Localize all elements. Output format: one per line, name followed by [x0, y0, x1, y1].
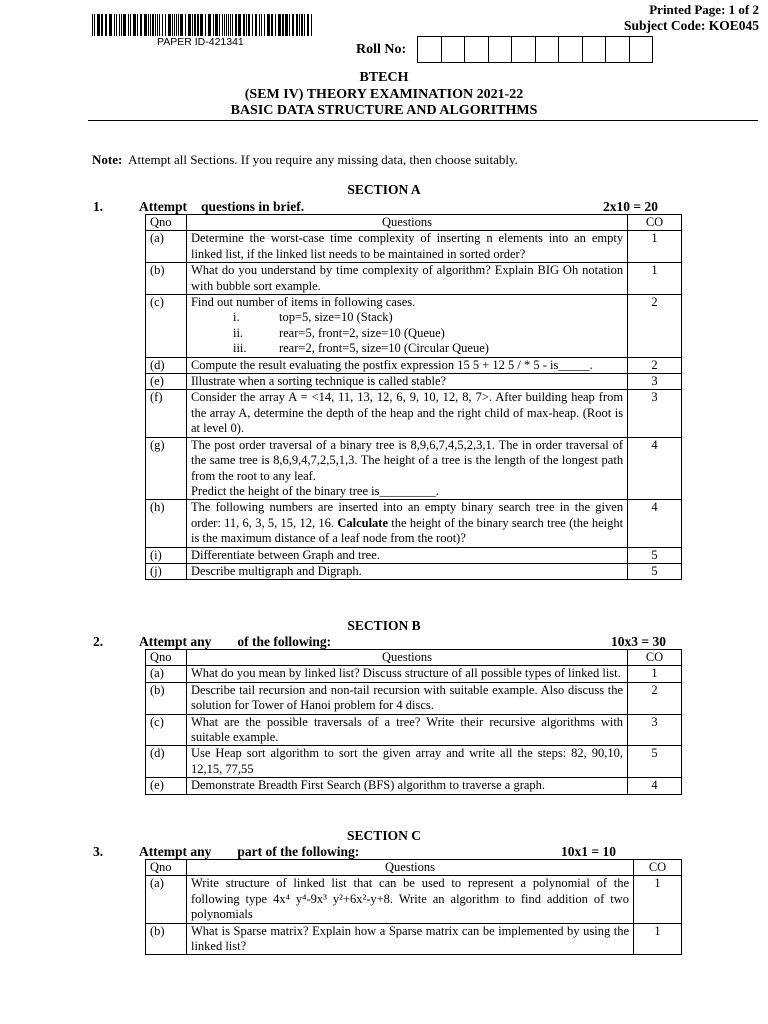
degree-title: BTECH — [359, 70, 409, 85]
column-co: CO — [628, 650, 682, 666]
roll-number-boxes[interactable] — [417, 36, 653, 63]
table-row: (c) Find out number of items in following cases. i. top=5, size=10 (Stack) ii. rear=5, front=2, size=10 (Queue) iii. rear=2, front=5, size=10 (Circular Queue) 2 — [146, 295, 682, 358]
exam-title: (SEM IV) THEORY EXAMINATION 2021-22 — [244, 87, 524, 102]
roll-number-box[interactable] — [418, 37, 442, 62]
question-text: Illustrate when a sorting technique is called stable? — [186, 374, 627, 390]
sub-item: i. top=5, size=10 (Stack) — [232, 310, 393, 325]
question-text: The following numbers are inserted into an empty binary search tree in the given order: 11, 6, 3, 5, 15, 12, 16. Calculate the height of the binary search tree (the height is the maximum distance of a leaf node from the root)? — [186, 500, 627, 547]
section-a-marks: 2x10 = 20 — [603, 199, 658, 214]
column-qno: Qno — [146, 860, 187, 876]
table-row: (i) Differentiate between Graph and tree. 5 — [146, 547, 682, 563]
question-text: What do you understand by time complexity of algorithm? Explain BIG Oh notation with bubble sort example. — [186, 263, 627, 295]
section-a-instruction: Attempt questions in brief. — [139, 199, 305, 214]
question-text: Find out number of items in following cases. i. top=5, size=10 (Stack) ii. rear=5, front=2, size=10 (Queue) iii. rear=2, front=5, size=10 (Circular Queue) — [186, 295, 627, 358]
section-a-title: SECTION A — [347, 182, 421, 197]
column-questions: Questions — [186, 215, 627, 231]
table-row: (a) Write structure of linked list that can be used to represent a polynomial of the following type 4x⁴ y⁴-9x³ y²+6x²-y+8. Write an algorithm to find addition of two polynomials 1 — [146, 876, 682, 923]
column-co: CO — [628, 215, 682, 231]
question-text: What are the possible traversals of a tree? Write their recursive algorithms with suitable example. — [186, 714, 627, 746]
table-row: (a) Determine the worst-case time complexity of inserting n elements into an empty linked list, if the linked list needs to be maintained in sorted order? 1 — [146, 231, 682, 263]
question-text: Demonstrate Breadth First Search (BFS) algorithm to traverse a graph. — [186, 778, 627, 794]
section-c-table — [145, 859, 682, 955]
roll-number-box[interactable] — [536, 37, 560, 62]
question-text: Determine the worst-case time complexity of inserting n elements into an empty linked list, if the linked list needs to be maintained in sorted order? — [186, 231, 627, 263]
column-qno: Qno — [146, 215, 187, 231]
note-text: Attempt all Sections. If you require any missing data, then choose suitably. — [128, 152, 518, 167]
table-row: (e) Illustrate when a sorting technique is called stable? 3 — [146, 374, 682, 390]
question-text: Use Heap sort algorithm to sort the given array and write all the steps: 82, 90,10, 12,15, 77,55 — [186, 746, 627, 778]
section-b-table — [145, 649, 682, 795]
roll-number-box[interactable] — [442, 37, 466, 62]
table-row: (h) The following numbers are inserted into an empty binary search tree in the given order: 11, 6, 3, 5, 15, 12, 16. Calculate the height of the binary search tree (the height is the maximum distance of a leaf node from the root)? 4 — [146, 500, 682, 547]
sub-item: ii. rear=5, front=2, size=10 (Queue) — [232, 325, 445, 340]
table-row: (g) The post order traversal of a binary tree is 8,9,6,7,4,5,2,3,1. The in order traversal of the same tree is 8,6,9,4,7,2,5,1,3. The height of a tree is the length of the longest path from the root to any leaf. Predict the height of the binary tree is_________. 4 — [146, 437, 682, 500]
table-header-row — [146, 860, 682, 876]
question-text: Describe tail recursion and non-tail recursion with suitable example. Also discuss the solution for Tower of Hanoi problem for 4 discs. — [186, 682, 627, 714]
roll-number-box[interactable] — [583, 37, 607, 62]
question-text: Write structure of linked list that can be used to represent a polynomial of the following type 4x⁴ y⁴-9x³ y²+6x²-y+8. Write an algorithm to find addition of two polynomials — [186, 876, 633, 923]
section-a-number: 1. — [93, 199, 104, 214]
question-text: What do you mean by linked list? Discuss structure of all possible types of linked list. — [186, 666, 627, 682]
table-row: (j) Describe multigraph and Digraph. 5 — [146, 563, 682, 579]
roll-number-box[interactable] — [512, 37, 536, 62]
roll-number-box[interactable] — [606, 37, 630, 62]
section-b-marks: 10x3 = 30 — [611, 634, 666, 649]
column-co: CO — [634, 860, 682, 876]
roll-number-box[interactable] — [465, 37, 489, 62]
table-row: (d) Use Heap sort algorithm to sort the given array and write all the steps: 82, 90,10, 12,15, 77,55 5 — [146, 746, 682, 778]
table-row: (f) Consider the array A = <14, 11, 13, 12, 6, 9, 10, 12, 8, 7>. After building heap from the array A, determine the depth of the heap and the right child of max-heap. (Root is at level 0). 3 — [146, 390, 682, 437]
sub-item: iii. rear=2, front=5, size=10 (Circular Queue) — [232, 341, 489, 356]
table-row: (c) What are the possible traversals of a tree? Write their recursive algorithms with suitable example. 3 — [146, 714, 682, 746]
section-c-title: SECTION C — [347, 828, 421, 843]
question-text: Describe multigraph and Digraph. — [186, 563, 627, 579]
question-text: What is Sparse matrix? Explain how a Sparse matrix can be implemented by using the linked list? — [186, 923, 633, 955]
question-text: Consider the array A = <14, 11, 13, 12, 6, 9, 10, 12, 8, 7>. After building heap from the array A, determine the depth of the heap and the right child of max-heap. (Root is at level 0). — [186, 390, 627, 437]
table-row: (b) What is Sparse matrix? Explain how a Sparse matrix can be implemented by using the linked list? 1 — [146, 923, 682, 955]
roll-number-box[interactable] — [559, 37, 583, 62]
question-text: Compute the result evaluating the postfix expression 15 5 + 12 5 / * 5 - is_____. — [186, 357, 627, 373]
paper-id: PAPER ID-421341 — [157, 36, 244, 48]
roll-number-label: Roll No: — [356, 42, 407, 57]
question-text: The post order traversal of a binary tree is 8,9,6,7,4,5,2,3,1. The in order traversal of the same tree is 8,6,9,4,7,2,5,1,3. The height of a tree is the length of the longest path from the root to any leaf. Predict the height of the binary tree is_________. — [186, 437, 627, 500]
note-label: Note: — [92, 152, 123, 167]
barcode-image — [92, 14, 314, 36]
section-a-table — [145, 214, 682, 580]
table-row: (a) What do you mean by linked list? Discuss structure of all possible types of linked list. 1 — [146, 666, 682, 682]
table-row: (d) Compute the result evaluating the postfix expression 15 5 + 12 5 / * 5 - is_____. 2 — [146, 357, 682, 373]
table-header-row — [146, 215, 682, 231]
section-c-marks: 10x1 = 10 — [561, 844, 616, 859]
section-c-number: 3. — [93, 844, 104, 859]
subject-code: Subject Code: KOE045 — [624, 18, 759, 33]
column-questions: Questions — [186, 650, 627, 666]
course-title: BASIC DATA STRUCTURE AND ALGORITHMS — [230, 103, 538, 118]
column-questions: Questions — [186, 860, 633, 876]
roll-number-box[interactable] — [630, 37, 654, 62]
question-text: Differentiate between Graph and tree. — [186, 547, 627, 563]
table-row: (b) Describe tail recursion and non-tail recursion with suitable example. Also discuss the solution for Tower of Hanoi problem for 4 discs. 2 — [146, 682, 682, 714]
printed-page-label: Printed Page: 1 of 2 — [649, 2, 759, 17]
column-qno: Qno — [146, 650, 187, 666]
header-divider — [88, 120, 758, 121]
roll-number-box[interactable] — [489, 37, 513, 62]
section-b-number: 2. — [93, 634, 104, 649]
table-row: (b) What do you understand by time complexity of algorithm? Explain BIG Oh notation with bubble sort example. 1 — [146, 263, 682, 295]
note — [92, 152, 518, 168]
section-c-instruction: Attempt any part of the following: — [139, 844, 360, 859]
table-header-row — [146, 650, 682, 666]
section-b-instruction: Attempt any of the following: — [139, 634, 332, 649]
section-b-title: SECTION B — [347, 618, 421, 633]
table-row: (e) Demonstrate Breadth First Search (BFS) algorithm to traverse a graph. 4 — [146, 778, 682, 794]
